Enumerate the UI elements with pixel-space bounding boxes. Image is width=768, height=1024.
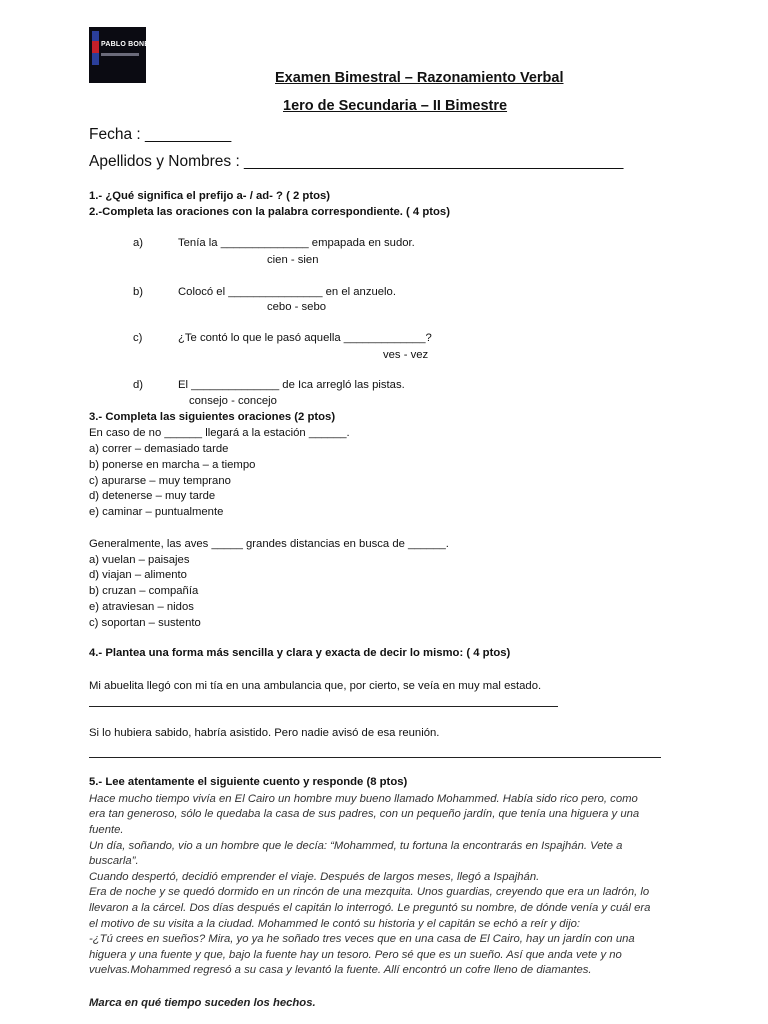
q2-sentence-a: Tenía la ______________ empapada en sudor. — [178, 237, 415, 249]
q2-letter-b: b) — [133, 286, 144, 298]
q2-letter-c: c) — [133, 332, 143, 344]
story-line: el motivo de su visita a la ciudad. Mohammed le contó su historia y el capitán se echó a reír y dijo: — [89, 918, 581, 930]
story-line: era tan generoso, sólo le quedaba la casa de sus padres, con un pequeño jardín, que tenía una higuera y una — [89, 808, 640, 820]
fecha-field: Fecha : __________ — [89, 126, 232, 143]
story-line: Cuando despertó, decidió emprender el viaje. Después de largos meses, llegó a Ispajhán. — [89, 871, 540, 883]
story-line: llevaron a la cárcel. Dos días después el capitán lo interrogó. Le preguntó su nombre, de dónde venía y cuál era — [89, 902, 651, 914]
q3-s1-option: c) apurarse – muy temprano — [89, 475, 231, 487]
q3-s1-option: b) ponerse en marcha – a tiempo — [89, 459, 256, 471]
question-3: 3.- Completa las siguientes oraciones (2 ptos) — [89, 411, 336, 423]
exam-subtitle: 1ero de Secundaria – II Bimestre — [283, 98, 508, 114]
nombres-field: Apellidos y Nombres : ____________________________________________ — [89, 153, 624, 170]
story-line: buscarla”. — [89, 855, 139, 867]
question-4: 4.- Plantea una forma más sencilla y clara y exacta de decir lo mismo: ( 4 ptos) — [89, 647, 511, 659]
q2-options-a: cien - sien — [267, 254, 319, 266]
q3-s2-option: b) cruzan – compañía — [89, 585, 199, 597]
question-2: 2.-Completa las oraciones con la palabra correspondiente. ( 4 ptos) — [89, 206, 450, 218]
story-line: Un día, soñando, vio a un hombre que le decía: “Mohammed, tu fortuna la encontrarás en Ispajhán. Vete a — [89, 840, 623, 852]
answer-line-2 — [89, 757, 661, 758]
q3-s2-option: e) atraviesan – nidos — [89, 601, 194, 613]
q3-sentence-1: En caso de no ______ llegará a la estación ______. — [89, 427, 350, 439]
logo-underline — [101, 53, 139, 56]
logo-text: PABLO BONER — [101, 41, 155, 48]
question-1: 1.- ¿Qué significa el prefijo a- / ad- ? ( 2 ptos) — [89, 190, 331, 202]
exam-title: Examen Bimestral – Razonamiento Verbal — [275, 70, 564, 86]
q3-s1-option: d) detenerse – muy tarde — [89, 490, 216, 502]
logo-stripe-red — [92, 41, 99, 53]
q2-options-c: ves - vez — [383, 349, 429, 361]
q2-sentence-b: Colocó el _______________ en el anzuelo. — [178, 286, 396, 298]
q3-sentence-2: Generalmente, las aves _____ grandes distancias en busca de ______. — [89, 538, 449, 550]
q2-options-d: consejo - concejo — [189, 395, 277, 407]
q2-options-b: cebo - sebo — [267, 301, 327, 313]
q3-s2-option: a) vuelan – paisajes — [89, 554, 190, 566]
q5-final-instruction: Marca en qué tiempo suceden los hechos. — [89, 997, 316, 1009]
school-logo — [89, 27, 155, 83]
q3-s2-option: c) soportan – sustento — [89, 617, 201, 629]
story-line: Hace mucho tiempo vivía en El Cairo un hombre muy bueno llamado Mohammed. Había sido rico pero, como — [89, 793, 638, 805]
q2-sentence-d: El ______________ de Ica arregló las pistas. — [178, 379, 405, 391]
story-line: -¿Tú crees en sueños? Mira, yo ya he soñado tres veces que en una casa de El Cairo, hay un jardín con una — [89, 933, 635, 945]
story-line: higuera y una fuente y que, bajo la fuente hay un tesoro. Pero sé que es un sueño. Así que anda vete y no — [89, 949, 622, 961]
q3-s1-option: a) correr – demasiado tarde — [89, 443, 229, 455]
q3-s2-option: d) viajan – alimento — [89, 569, 187, 581]
q4-sentence-2: Si lo hubiera sabido, habría asistido. Pero nadie avisó de esa reunión. — [89, 727, 440, 739]
q4-sentence-1: Mi abuelita llegó con mi tía en una ambulancia que, por cierto, se veía en muy mal estado. — [89, 680, 542, 692]
question-5: 5.- Lee atentamente el siguiente cuento y responde (8 ptos) — [89, 776, 408, 788]
story-line: vuelvas.Mohammed regresó a su casa y levantó la fuente. Allí encontró un cofre lleno de diamantes. — [89, 964, 592, 976]
answer-line-1 — [89, 706, 558, 707]
story-line: fuente. — [89, 824, 124, 836]
q3-s1-option: e) caminar – puntualmente — [89, 506, 224, 518]
q2-letter-d: d) — [133, 379, 144, 391]
story-line: Era de noche y se quedó dormido en un rincón de una mezquita. Unos guardias, creyendo que era un ladrón, lo — [89, 886, 650, 898]
q2-letter-a: a) — [133, 237, 144, 249]
q2-sentence-c: ¿Te contó lo que le pasó aquella _____________? — [178, 332, 432, 344]
